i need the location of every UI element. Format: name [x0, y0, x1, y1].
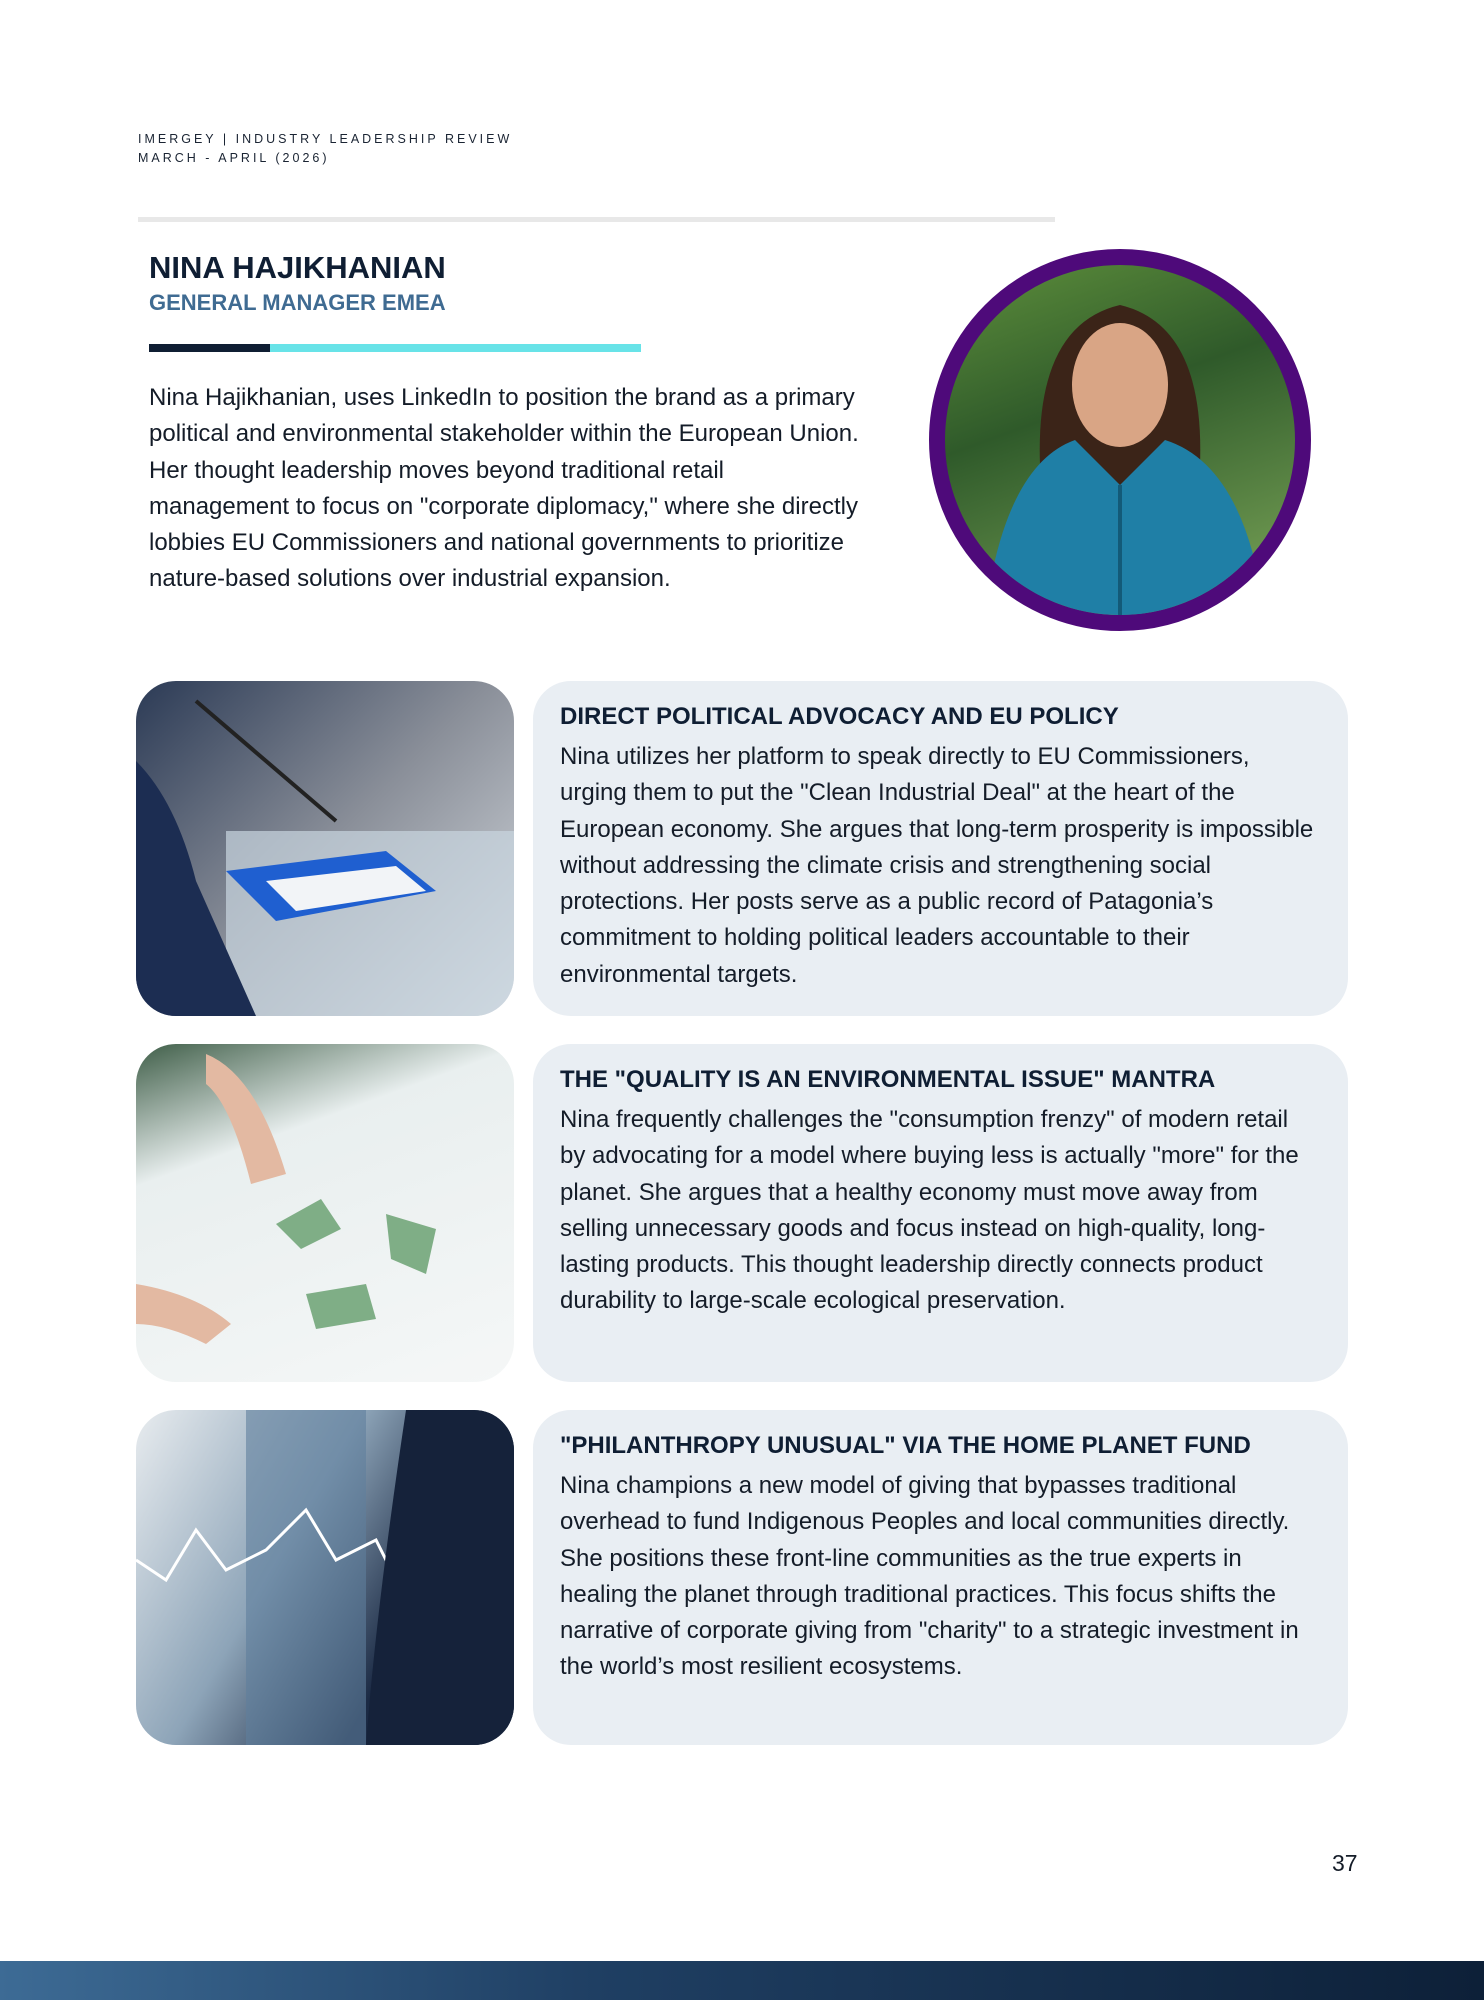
section-title: DIRECT POLITICAL ADVOCACY AND EU POLICY — [560, 703, 1119, 730]
footer-bar — [0, 1961, 1484, 2000]
issue-date: MARCH - APRIL (2026) — [138, 151, 330, 165]
divider — [138, 217, 1055, 222]
profile-name: NINA HAJIKHANIAN — [149, 250, 446, 285]
publication-title: IMERGEY | INDUSTRY LEADERSHIP REVIEW — [138, 132, 513, 146]
finance-city-image — [136, 1410, 514, 1745]
stock-chart-icon — [136, 1410, 514, 1745]
section-body: Nina champions a new model of giving that bypasses traditional overhead to fund Indigenous Peoples and local communities directly. She positions these front-line communities as the true experts in healing the planet through traditional practices. This focus shifts the narrative of corporate giving from "charity" to a strategic investment in the world’s most resilient ecosystems. — [560, 1472, 1299, 1681]
accent-bar-cyan — [270, 344, 641, 352]
section-title: THE "QUALITY IS AN ENVIRONMENTAL ISSUE" MANTRA — [560, 1066, 1216, 1093]
section-title: "PHILANTHROPY UNUSUAL" VIA THE HOME PLANET FUND — [560, 1432, 1251, 1459]
page-number: 37 — [1332, 1850, 1358, 1876]
section-card — [533, 681, 1348, 1016]
profile-intro: Nina Hajikhanian, uses LinkedIn to position the brand as a primary political and environmental stakeholder within the European Union. Her thought leadership moves beyond traditional retail management to focus on "corporate diplomacy," where she directly lobbies EU Commissioners and national governments to prioritize nature-based solutions over industrial expansion. — [149, 384, 859, 593]
podium-speech-image — [136, 681, 514, 1016]
section-body: Nina utilizes her platform to speak directly to EU Commissioners, urging them to put the "Clean Industrial Deal" at the heart of the European economy. She argues that long-term prosperity is impossible without addressing the climate crisis and strengthening social protections. Her posts serve as a public record of Patagonia’s commitment to holding political leaders accountable to their environmental targets. — [560, 743, 1314, 988]
profile-photo — [929, 249, 1311, 631]
person-portrait-icon — [945, 265, 1295, 615]
publication-header — [138, 130, 512, 168]
profile-role: GENERAL MANAGER EMEA — [149, 290, 446, 315]
section-body: Nina frequently challenges the "consumption frenzy" of modern retail by advocating for a model where buying less is actually "more" for the planet. She argues that a healthy economy must move away from selling unnecessary goods and focus instead on high-quality, long-lasting products. This thought leadership directly connects product durability to large-scale ecological preservation. — [560, 1106, 1299, 1315]
recycling-document-image — [136, 1044, 514, 1382]
section-card — [533, 1410, 1348, 1745]
section-card — [533, 1044, 1348, 1382]
recycle-icon — [136, 1044, 514, 1382]
accent-bar-dark — [149, 344, 270, 352]
podium-microphone-icon — [136, 681, 514, 1016]
